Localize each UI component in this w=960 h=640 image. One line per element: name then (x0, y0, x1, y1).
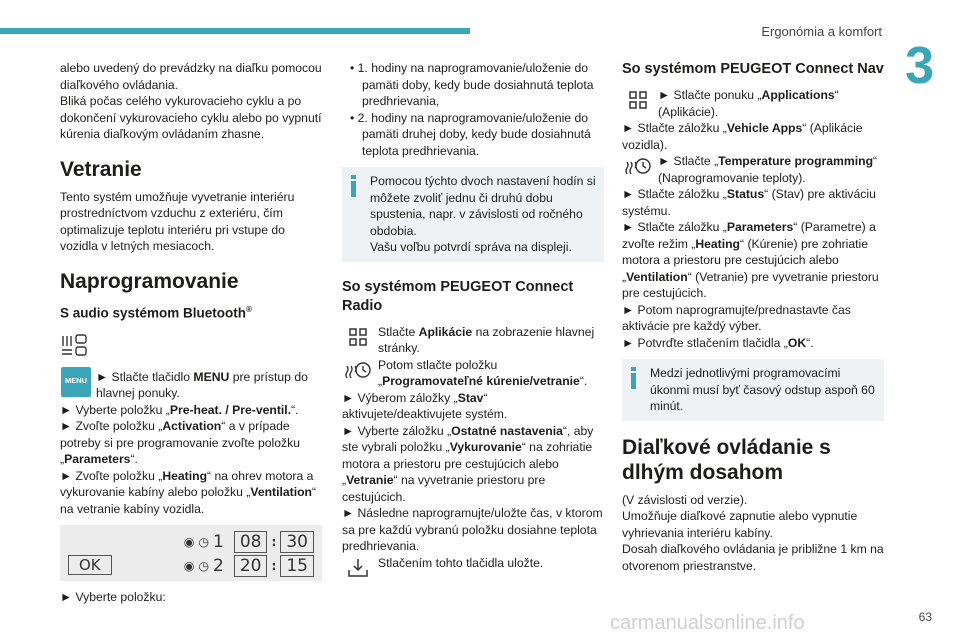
heating-timer-icon (342, 357, 374, 383)
info-box: Medzi jednotlivými programovacími úkonmi musí byť časový odstup aspoň 60 minút. (622, 359, 884, 421)
timer-hour: 20 (234, 555, 268, 577)
list-item: • 2. hodiny na naprogramovanie/uloženie do pamäti druhej doby, kedy bude dosiahnutá teplota predhrievania. (350, 110, 591, 158)
apps-grid-icon (622, 87, 654, 113)
timer-row-2: ◉ ◷ 2 20 : 15 (184, 555, 314, 577)
radio-apps-icon (60, 332, 322, 363)
step-text: ► Výberom záložky „Stav“ aktivujete/deaktivujete systém. (342, 390, 508, 421)
programming-heading: Naprogramovanie (60, 269, 239, 293)
clock-icon: ◷ (198, 534, 210, 549)
step-text: ► Potvrďte stlačením tlačidla „OK“. (622, 335, 814, 350)
timer-minute: 30 (280, 531, 314, 553)
timer-row-1: ◉ ◷ 1 08 : 30 (184, 531, 314, 553)
bluetooth-heading: S audio systémom Bluetooth® (60, 304, 252, 320)
page-number: 63 (918, 610, 932, 624)
ventilation-heading: Vetranie (60, 157, 142, 181)
step-text: ► Stlačte záložku „Status“ (Stav) pre aktiváciu systému. (622, 187, 876, 218)
step-text: Stlačením tohto tlačidla uložte. (378, 555, 544, 570)
list-item: • 1. hodiny na naprogramovanie/uloženie do pamäti doby, kedy bude dosiahnutá teplota predhrievania, (350, 61, 594, 108)
step-text: ► Stlačte tlačidlo MENU pre prístup do hlavnej ponuky. (96, 369, 308, 400)
remote-heading: Diaľkové ovládanie s dlhým dosahom (622, 435, 831, 484)
apps-grid-icon (342, 324, 374, 350)
select-text: ► Vyberte položku: (60, 590, 166, 604)
watermark: carmanualsonline.info (610, 612, 805, 634)
ventilation-text: Tento systém umožňuje vyvetranie interiéru prostredníctvom vzduchu z exteriéru, čím optimalizuje teplotu interiéru pri vstupe do vozidla v letných mesiacoch. (60, 189, 295, 253)
step-text: ► Stlačte „Temperature programming“ (Naprogramovanie teploty). (658, 154, 878, 185)
step-text: ► Vyberte záložku „Ostatné nastavenia“, aby ste vybrali položku „Vykurovanie“ na zohriatie motora a priestoru pre cestujúcich alebo „Vetranie“ na vyvetranie priestoru pre cestujúcich. (342, 423, 594, 504)
heating-timer-icon (622, 153, 654, 179)
step-text: ► Potom naprogramujte/prednastavte čas aktivácie pre každý výber. (622, 302, 851, 333)
save-icon (342, 555, 374, 581)
chapter-number: 3 (905, 37, 934, 95)
menu-button-icon: MENU (60, 369, 92, 395)
remote-text: Dosah diaľkového ovládania je približne 1 km na otvorenom priestranstve. (622, 542, 884, 573)
remote-text: (V závislosti od verzie). (622, 492, 748, 507)
column-1 (60, 60, 322, 606)
step-text: ► Stlačte záložku „Parameters“ (Parametre) a zvoľte režim „Heating“ (Kúrenie) pre zohriatie motora a priestoru pre cestujúcich alebo „Ventilation“ (Vetranie) pre vyvetranie priestoru pre cestujúcich. (622, 220, 879, 300)
radio-selected-icon: ◉ (183, 558, 195, 573)
connect-nav-heading: So systémom PEUGEOT Connect Nav (622, 61, 884, 77)
intro-paragraph: Bliká počas celého vykurovacieho cyklu a po dokončení vykurovacieho cyklu alebo po vypnutí kúrenia diaľkovým ovládaním zhasne. (60, 94, 322, 141)
column-3 (622, 60, 884, 574)
info-box: Pomocou týchto dvoch nastavení hodín si môžete zvoliť jednu či druhú dobu spustenia, napr. v závislosti od ročného obdobia. Vašu voľbu potvrdí správa na displeji. (342, 167, 604, 262)
timer-display (60, 525, 322, 581)
ok-box: OK (68, 555, 112, 575)
step-text: ► Vyberte položku „Pre-heat. / Pre-ventil.“. (60, 402, 299, 417)
step-text: ► Zvoľte položku „Activation“ a v prípade potreby si pre programovanie zvoľte položku „Parameters“. (60, 419, 300, 466)
step-text: ► Následne naprogramujte/uložte čas, v ktorom sa pre každú vybranú položku dosiahne teplota predhrievania. (342, 506, 603, 553)
intro-paragraph: alebo uvedený do prevádzky na diaľku pomocou diaľkového ovládania. (60, 61, 322, 92)
header-accent-bar (0, 28, 470, 34)
step-text: ► Stlačte ponuku „Applications“ (Aplikácie). (658, 88, 839, 119)
step-text: ► Stlačte záložku „Vehicle Apps“ (Aplikácie vozidla). (622, 121, 863, 152)
remote-text: Umožňuje diaľkové zapnutie alebo vypnutie vyhrievania interiéru kabíny. (622, 509, 858, 540)
info-icon (630, 367, 638, 389)
connect-radio-heading: So systémom PEUGEOT Connect Radio (342, 278, 574, 314)
chapter-title: Ergonómia a komfort (761, 24, 882, 39)
column-2 (342, 60, 604, 581)
step-text: Stlačte Aplikácie na zobrazenie hlavnej stránky. (378, 324, 595, 355)
radio-selected-icon: ◉ (183, 534, 195, 549)
timer-hour: 08 (234, 531, 268, 553)
info-icon (350, 175, 358, 197)
timer-minute: 15 (280, 555, 314, 577)
step-text: Potom stlačte položku „Programovateľné kúrenie/vetranie“. (378, 357, 588, 388)
clock-icon: ◷ (198, 558, 210, 573)
step-text: ► Zvoľte položku „Heating“ na ohrev motora a vykurovanie kabíny alebo položku „Ventilation“ na vetranie kabíny vozidla. (60, 468, 317, 516)
